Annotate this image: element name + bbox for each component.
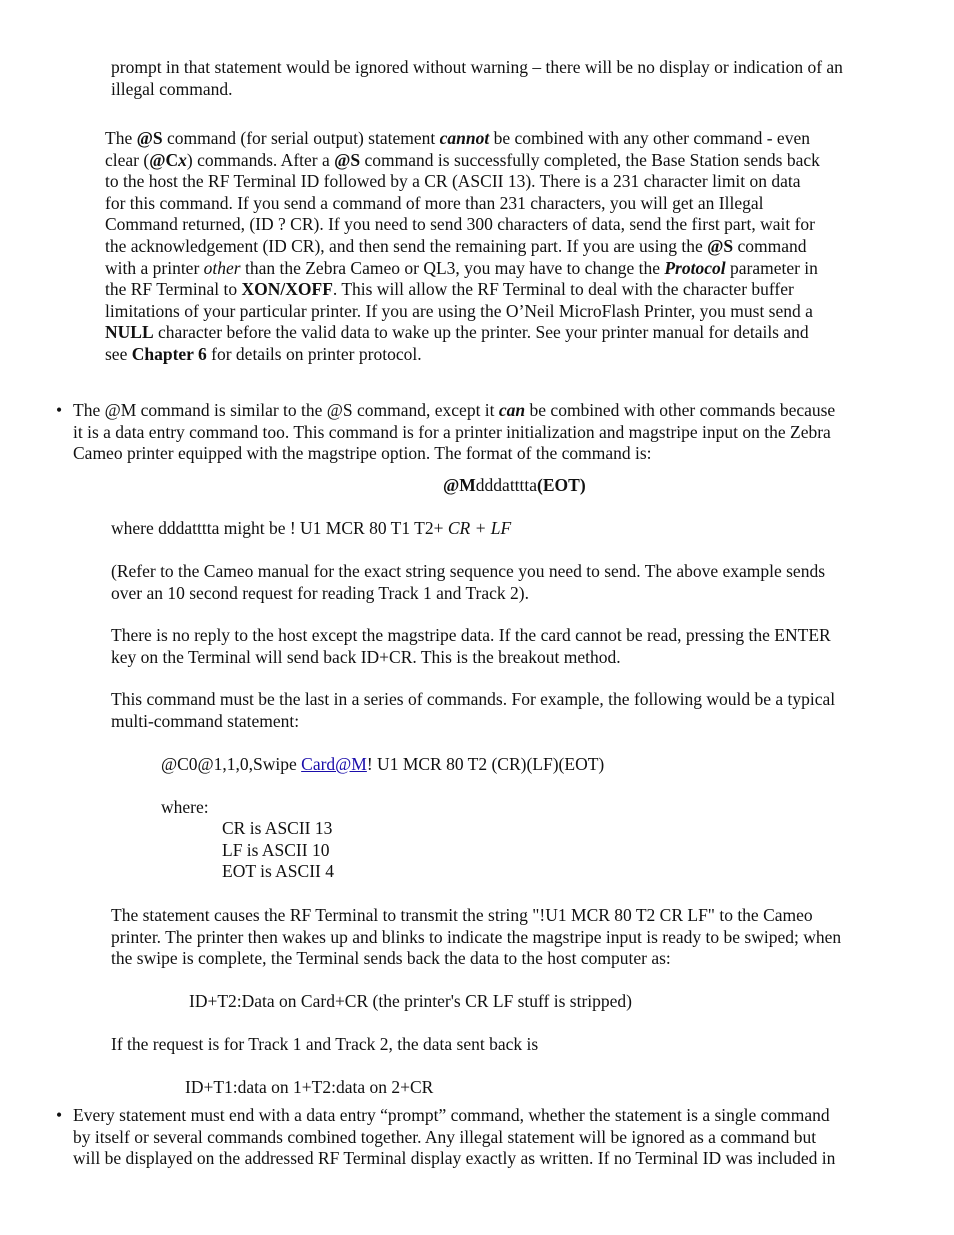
text-line: The statement causes the RF Terminal to transmit the string "!U1 MCR 80 T2 CR LF" to the Cameo	[111, 905, 813, 925]
text-line: it is a data entry command too. This command is for a printer initialization and magstripe input on the Zebra	[73, 421, 831, 442]
card-m-link[interactable]: Card@M	[301, 754, 367, 774]
result-track2: ID+T2:Data on Card+CR (the printer's CR LF stuff is stripped)	[189, 991, 633, 1011]
where-example-line: where dddatttta might be ! U1 MCR 80 T1 T2+ CR + LF	[111, 518, 512, 538]
m-command-bullet	[73, 400, 835, 465]
list-item: CR is ASCII 13	[222, 818, 333, 838]
text-line: Command returned, (ID ? CR). If you need to send 300 characters of data, send the first part, wait for	[105, 214, 815, 235]
text-line: clear (@Cx) commands. After a @S command is successfully completed, the Base Station sends back	[105, 149, 820, 170]
text-line: Every statement must end with a data entry “prompt” command, whether the statement is a single command	[73, 1105, 830, 1125]
text-line: the acknowledgement (ID CR), and then send the remaining part. If you are using the @S command	[105, 235, 807, 256]
text-line: Cameo printer equipped with the magstripe option. The format of the command is:	[73, 443, 652, 464]
bullet-marker: •	[56, 400, 63, 420]
serial-output-paragraph	[105, 128, 820, 366]
text-line: The @S command (for serial output) statement cannot be combined with any other command - even	[105, 128, 810, 148]
text-line: the RF Terminal to XON/XOFF. This will allow the RF Terminal to deal with the character buffer	[105, 279, 794, 300]
text-line: NULL character before the valid data to wake up the printer. See your printer manual for details and	[105, 322, 809, 343]
where-label: where:	[161, 797, 209, 817]
text-line: There is no reply to the host except the magstripe data. If the card cannot be read, pressing the ENTER	[111, 625, 831, 645]
bullet-marker: •	[56, 1105, 63, 1125]
text-line: This command must be the last in a series of commands. For example, the following would be a typical	[111, 689, 836, 709]
command-format: @Mdddatttta(EOT)	[443, 475, 586, 495]
prompt-continuation-paragraph	[111, 57, 843, 100]
text-line: (Refer to the Cameo manual for the exact string sequence you need to send. The above example sends	[111, 561, 826, 581]
where-list	[222, 818, 334, 883]
text-line: printer. The printer then wakes up and blinks to indicate the magstripe input is ready to be swiped; when	[111, 926, 842, 947]
text-line: for this command. If you send a command of more than 231 characters, you will get an Illegal	[105, 192, 764, 213]
text-line: will be displayed on the addressed RF Terminal display exactly as written. If no Terminal ID was included in	[73, 1148, 836, 1169]
list-item: EOT is ASCII 4	[222, 861, 334, 882]
result-track1-track2: ID+T1:data on 1+T2:data on 2+CR	[185, 1077, 434, 1097]
text-line: illegal command.	[111, 78, 233, 99]
every-statement-bullet	[73, 1105, 835, 1170]
text-line: by itself or several commands combined together. Any illegal statement will be ignored as a command but	[73, 1126, 817, 1147]
text-line: limitations of your particular printer. If you are using the O’Neil MicroFlash Printer, you must send a	[105, 300, 813, 321]
text-line: prompt in that statement would be ignored without warning – there will be no display or indication of an	[111, 57, 843, 77]
last-command-paragraph	[111, 689, 835, 732]
text-line: the swipe is complete, the Terminal sends back the data to the host computer as:	[111, 948, 671, 969]
statement-paragraph	[111, 905, 841, 970]
text-line: The @M command is similar to the @S command, except it can be combined with other commands because	[73, 400, 836, 420]
text-line: with a printer other than the Zebra Cameo or QL3, you may have to change the Protocol parameter in	[105, 257, 818, 278]
list-item: LF is ASCII 10	[222, 839, 330, 860]
track1-track2-line: If the request is for Track 1 and Track 2, the data sent back is	[111, 1034, 539, 1054]
text-line: see Chapter 6 for details on printer protocol.	[105, 343, 422, 364]
no-reply-paragraph	[111, 625, 831, 668]
text-line: to the host the RF Terminal ID followed by a CR (ASCII 13). There is a 231 character limit on data	[105, 171, 801, 192]
example-statement: @C0@1,1,0,Swipe Card@M! U1 MCR 80 T2 (CR)(LF)(EOT)	[161, 754, 605, 774]
text-line: multi-command statement:	[111, 710, 300, 731]
refer-paragraph	[111, 561, 825, 604]
text-line: over an 10 second request for reading Track 1 and Track 2).	[111, 582, 529, 603]
text-line: key on the Terminal will send back ID+CR. This is the breakout method.	[111, 646, 621, 667]
